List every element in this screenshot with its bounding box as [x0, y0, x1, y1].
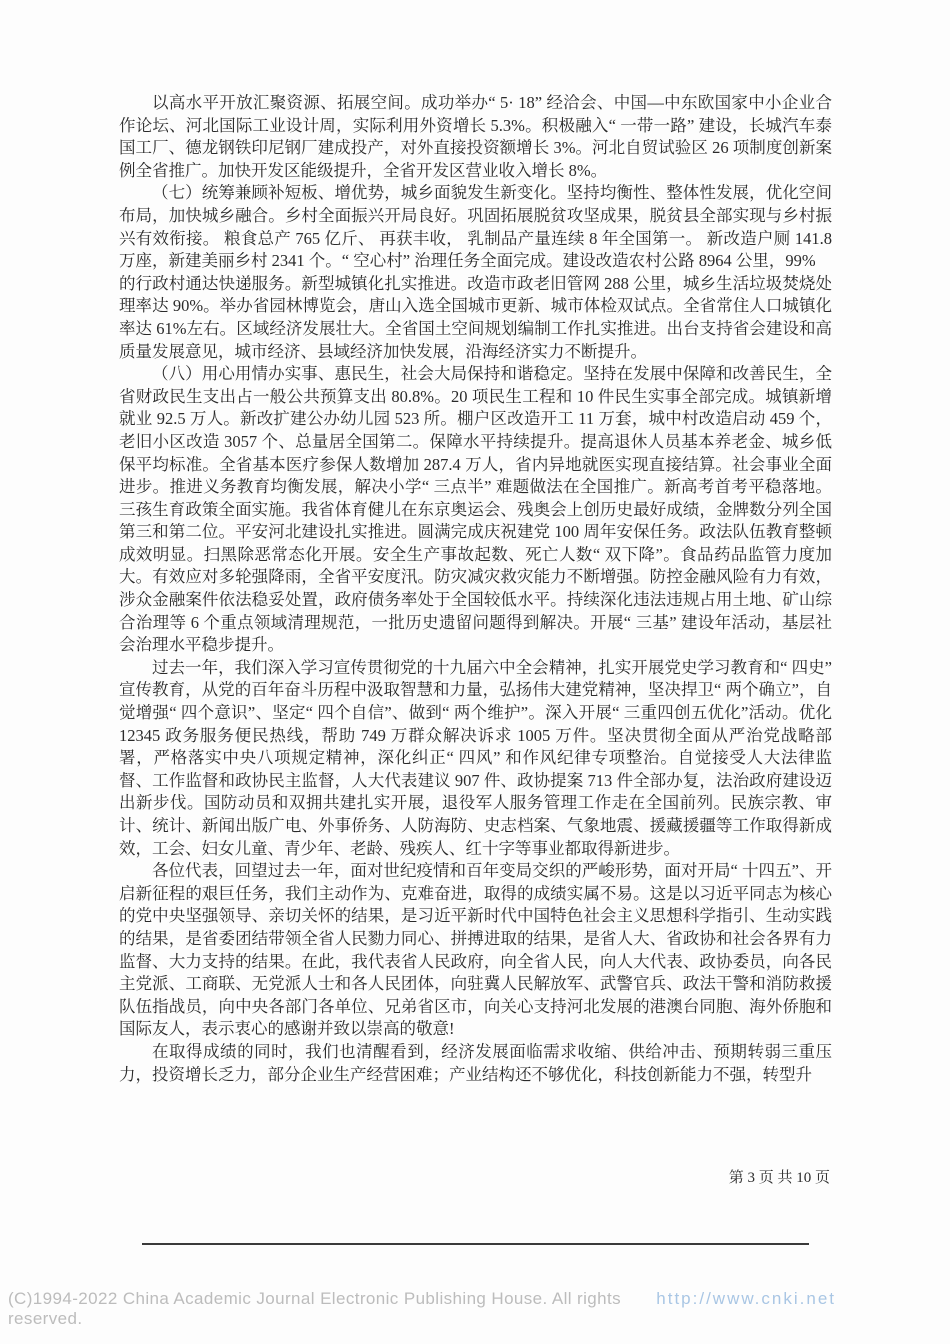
paragraph: （八）用心用情办实事、惠民生，社会大局保持和谐稳定。坚持在发展中保障和改善民生，全省财政民生支出占一般公共预算支出 80.8%。20 项民生工程和 10 件民生实事全部完成。城镇新增就业 92.5 万人。新改扩建公办幼儿园 523 所。棚户区改造开工 11 万套，城中村改造启动 459 个，老旧小区改造 3057 个、总量居全国第二。保障水平持续提升。提高退休人员基本养老金、城乡低保平均标准。全省基本医疗参保人数增加 287.4 万人，省内异地就医实现直接结算。社会事业全面进步。推进义务教育均衡发展，解决小学“ 三点半” 难题做法在全国推广。新高考首考平稳落地。三孩生育政策全面实施。我省体育健儿在东京奥运会、残奥会上创历史最好成绩，金牌数分列全国第三和第二位。平安河北建设扎实推进。圆满完成庆祝建党 100 周年安保任务。政法队伍教育整顿成效明显。扫黑除恶常态化开展。安全生产事故起数、死亡人数“ 双下降”。食品药品监管力度加大。有效应对多轮强降雨，全省平安度汛。防灾减灾救灾能力不断增强。防控金融风险有力有效，涉众金融案件依法稳妥处置，政府债务率处于全国较低水平。持续深化违法违规占用土地、矿山综合治理等 6 个重点领域清理规范，一批历史遗留问题得到解决。开展“ 三基” 建设年活动，基层社会治理水平稳步提升。	[119, 364, 832, 655]
paragraph: 在取得成绩的同时，我们也清醒看到，经济发展面临需求收缩、供给冲击、预期转弱三重压力，投资增长乏力，部分企业生产经营困难；产业结构还不够优化，科技创新能力不强，转型升	[119, 1041, 832, 1084]
watermark-footer	[0, 1289, 950, 1329]
footer-divider	[142, 1243, 809, 1245]
copyright-text: (C)1994-2022 China Academic Journal Electronic Publishing House. All rights reserved.	[8, 1289, 622, 1328]
paragraph: （七）统筹兼顾补短板、增优势，城乡面貌发生新变化。坚持均衡性、整体性发展，优化空间布局，加快城乡融合。乡村全面振兴开局良好。巩固拓展脱贫攻坚成果，脱贫县全部实现与乡村振兴有效衔接。 粮食总产 765 亿斤、 再获丰收， 乳制品产量连续 8 年全国第一。 新改造户厕 141.8 万座，新建美丽乡村 2341 个。“ 空心村” 治理任务全面完成。建设改造农村公路 8964 公里，99%	[119, 183, 832, 271]
paragraph: 各位代表，回望过去一年，面对世纪疫情和百年变局交织的严峻形势，面对开局“ 十四五”、开启新征程的艰巨任务，我们主动作为、克难奋进，取得的成绩实属不易。这是以习近平同志为核心的党中央坚强领导、亲切关怀的结果，是习近平新时代中国特色社会主义思想科学指引、生动实践的结果，是省委团结带领全省人民勠力同心、拼搏进取的结果，是省人大、省政协和社会各界有力监督、大力支持的结果。在此，我代表省人民政府，向全省人民，向人大代表、政协委员，向各民主党派、工商联、无党派人士和各人民团体，向驻冀人民解放军、武警官兵、政法干警和消防救援队伍指战员，向中央各部门各单位、兄弟省区市，向关心支持河北发展的港澳台同胞、海外侨胞和国际友人，表示衷心的感谢并致以崇高的敬意!	[119, 861, 832, 1039]
paragraph: 过去一年，我们深入学习宣传贯彻党的十九届六中全会精神，扎实开展党史学习教育和“ 四史” 宣传教育，从党的百年奋斗历程中汲取智慧和力量，弘扬伟大建党精神，坚决捍卫“ 两个确立”，自觉增强“ 四个意识”、坚定“ 四个自信”、做到“ 两个维护”。深入开展“ 三重四创五优化”活动。优化 12345 政务服务便民热线，帮助 749 万群众解决诉求 1005 万件。坚决贯彻全面从严治党战略部署，严格落实中央八项规定精神，深化纠正“ 四风” 和作风纪律专项整治。自觉接受人大法律监督、工作监督和政协民主监督，人大代表建议 907 件、政协提案 713 件全部办复，法治政府建设迈出新步伐。国防动员和双拥共建扎实开展，退役军人服务管理工作走在全国前列。民族宗教、审计、统计、新闻出版广电、外事侨务、人防海防、史志档案、气象地震、援藏援疆等工作取得新成效，工会、妇女儿童、青少年、老龄、残疾人、红十字等事业都取得新进步。	[119, 657, 832, 858]
paragraph: 以高水平开放汇聚资源、拓展空间。成功举办“ 5· 18” 经洽会、中国—中东欧国家中小企业合作论坛、河北国际工业设计周，实际利用外资增长 5.3%。积极融入“ 一带一路” 建设，长城汽车泰国工厂、德龙钢铁印尼钢厂建成投产，对外直接投资额增长 3%。河北自贸试验区 26 项制度创新案例全省推广。加快开发区能级提升，全省开发区营业收入增长 8%。	[119, 93, 832, 180]
document-body	[119, 92, 832, 1086]
paragraph-continuation: 的行政村通达快递服务。新型城镇化扎实推进。改造市政老旧管网 288 公里，城乡生活垃圾焚烧处理率达 90%。举办省园林博览会，唐山入选全国城市更新、城市体检双试点。全省常住人口城镇化率达 61%左右。区域经济发展壮大。全省国土空间规划编制工作扎实推进。出台支持省会建设和高质量发展意见，城市经济、县域经济加快发展，沿海经济实力不断提升。	[119, 273, 832, 361]
page-number: 第 3 页 共 10 页	[728, 1170, 830, 1186]
cnki-url-link[interactable]: http://www.cnki.net	[656, 1289, 836, 1308]
